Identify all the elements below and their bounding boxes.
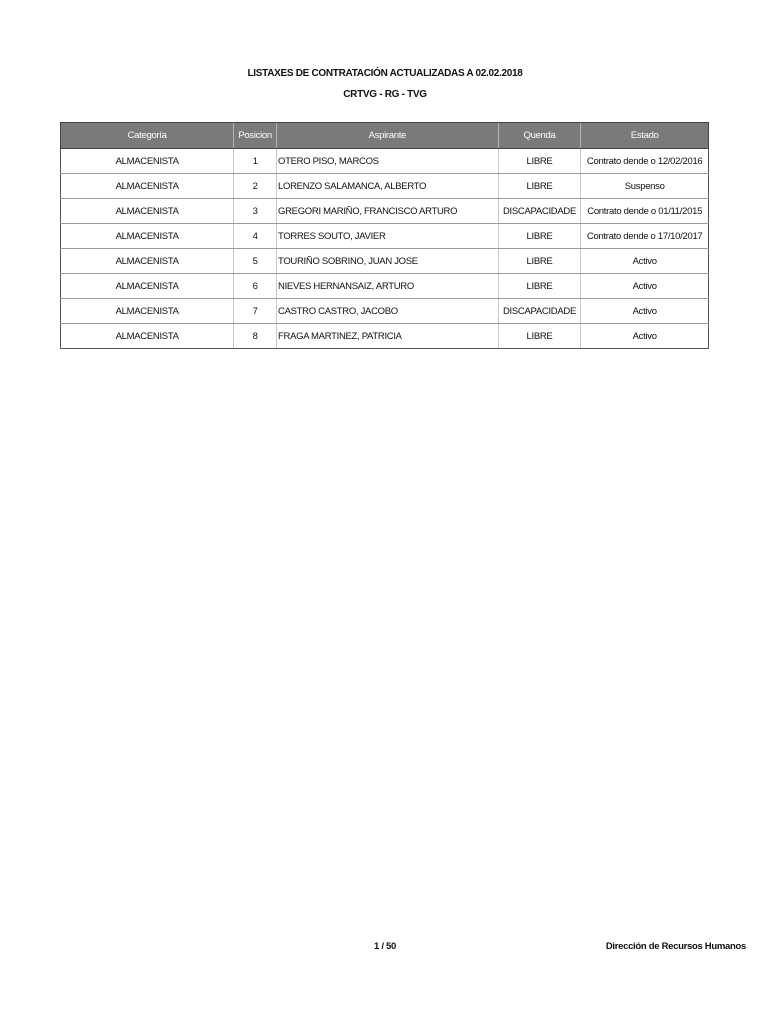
cell-quenda: LIBRE (498, 249, 581, 274)
header-quenda: Quenda (498, 123, 581, 149)
header-estado: Estado (581, 123, 709, 149)
table-row (61, 249, 709, 274)
cell-estado: Contrato dende o 17/10/2017 (581, 224, 709, 249)
cell-quenda: LIBRE (498, 174, 581, 199)
cell-categoria: ALMACENISTA (61, 274, 234, 299)
cell-posicion: 3 (234, 199, 277, 224)
cell-aspirante: TORRES SOUTO, JAVIER (277, 224, 499, 249)
table-row (61, 174, 709, 199)
document-title: LISTAXES DE CONTRATACIÓN ACTUALIZADAS A 02.02.2018 (247, 68, 523, 79)
cell-estado: Contrato dende o 12/02/2016 (581, 149, 709, 174)
table-row (61, 149, 709, 174)
cell-estado: Activo (581, 249, 709, 274)
cell-posicion: 5 (234, 249, 277, 274)
cell-aspirante: OTERO PISO, MARCOS (277, 149, 499, 174)
cell-quenda: LIBRE (498, 274, 581, 299)
cell-aspirante: NIEVES HERNANSAIZ, ARTURO (277, 274, 499, 299)
cell-estado: Activo (581, 324, 709, 349)
table-row (61, 324, 709, 349)
cell-aspirante: FRAGA MARTINEZ, PATRICIA (277, 324, 499, 349)
table-row (61, 199, 709, 224)
table-row (61, 224, 709, 249)
page-number: 1 / 50 (374, 941, 396, 952)
cell-categoria: ALMACENISTA (61, 324, 234, 349)
cell-categoria: ALMACENISTA (61, 249, 234, 274)
header-aspirante: Aspirante (277, 123, 499, 149)
cell-posicion: 7 (234, 299, 277, 324)
cell-categoria: ALMACENISTA (61, 149, 234, 174)
cell-quenda: LIBRE (498, 149, 581, 174)
cell-posicion: 8 (234, 324, 277, 349)
cell-categoria: ALMACENISTA (61, 199, 234, 224)
cell-categoria: ALMACENISTA (61, 174, 234, 199)
cell-aspirante: TOURIÑO SOBRINO, JUAN JOSE (277, 249, 499, 274)
footer-department: Dirección de Recursos Humanos (605, 941, 746, 952)
cell-estado: Suspenso (581, 174, 709, 199)
cell-posicion: 6 (234, 274, 277, 299)
document-subtitle: CRTVG - RG - TVG (343, 89, 427, 100)
cell-posicion: 4 (234, 224, 277, 249)
hiring-list-table (60, 122, 709, 349)
cell-quenda: DISCAPACIDADE (498, 299, 581, 324)
header-categoria: Categoría (61, 123, 234, 149)
cell-estado: Activo (581, 299, 709, 324)
cell-quenda: DISCAPACIDADE (498, 199, 581, 224)
cell-quenda: LIBRE (498, 224, 581, 249)
header-posicion: Posicion (234, 123, 277, 149)
cell-estado: Contrato dende o 01/11/2015 (581, 199, 709, 224)
cell-categoria: ALMACENISTA (61, 299, 234, 324)
cell-aspirante: LORENZO SALAMANCA, ALBERTO (277, 174, 499, 199)
table-header-row (61, 123, 709, 149)
cell-quenda: LIBRE (498, 324, 581, 349)
table-row (61, 274, 709, 299)
table-row (61, 299, 709, 324)
cell-categoria: ALMACENISTA (61, 224, 234, 249)
cell-aspirante: GREGORI MARIÑO, FRANCISCO ARTURO (277, 199, 499, 224)
cell-posicion: 1 (234, 149, 277, 174)
cell-posicion: 2 (234, 174, 277, 199)
cell-estado: Activo (581, 274, 709, 299)
cell-aspirante: CASTRO CASTRO, JACOBO (277, 299, 499, 324)
